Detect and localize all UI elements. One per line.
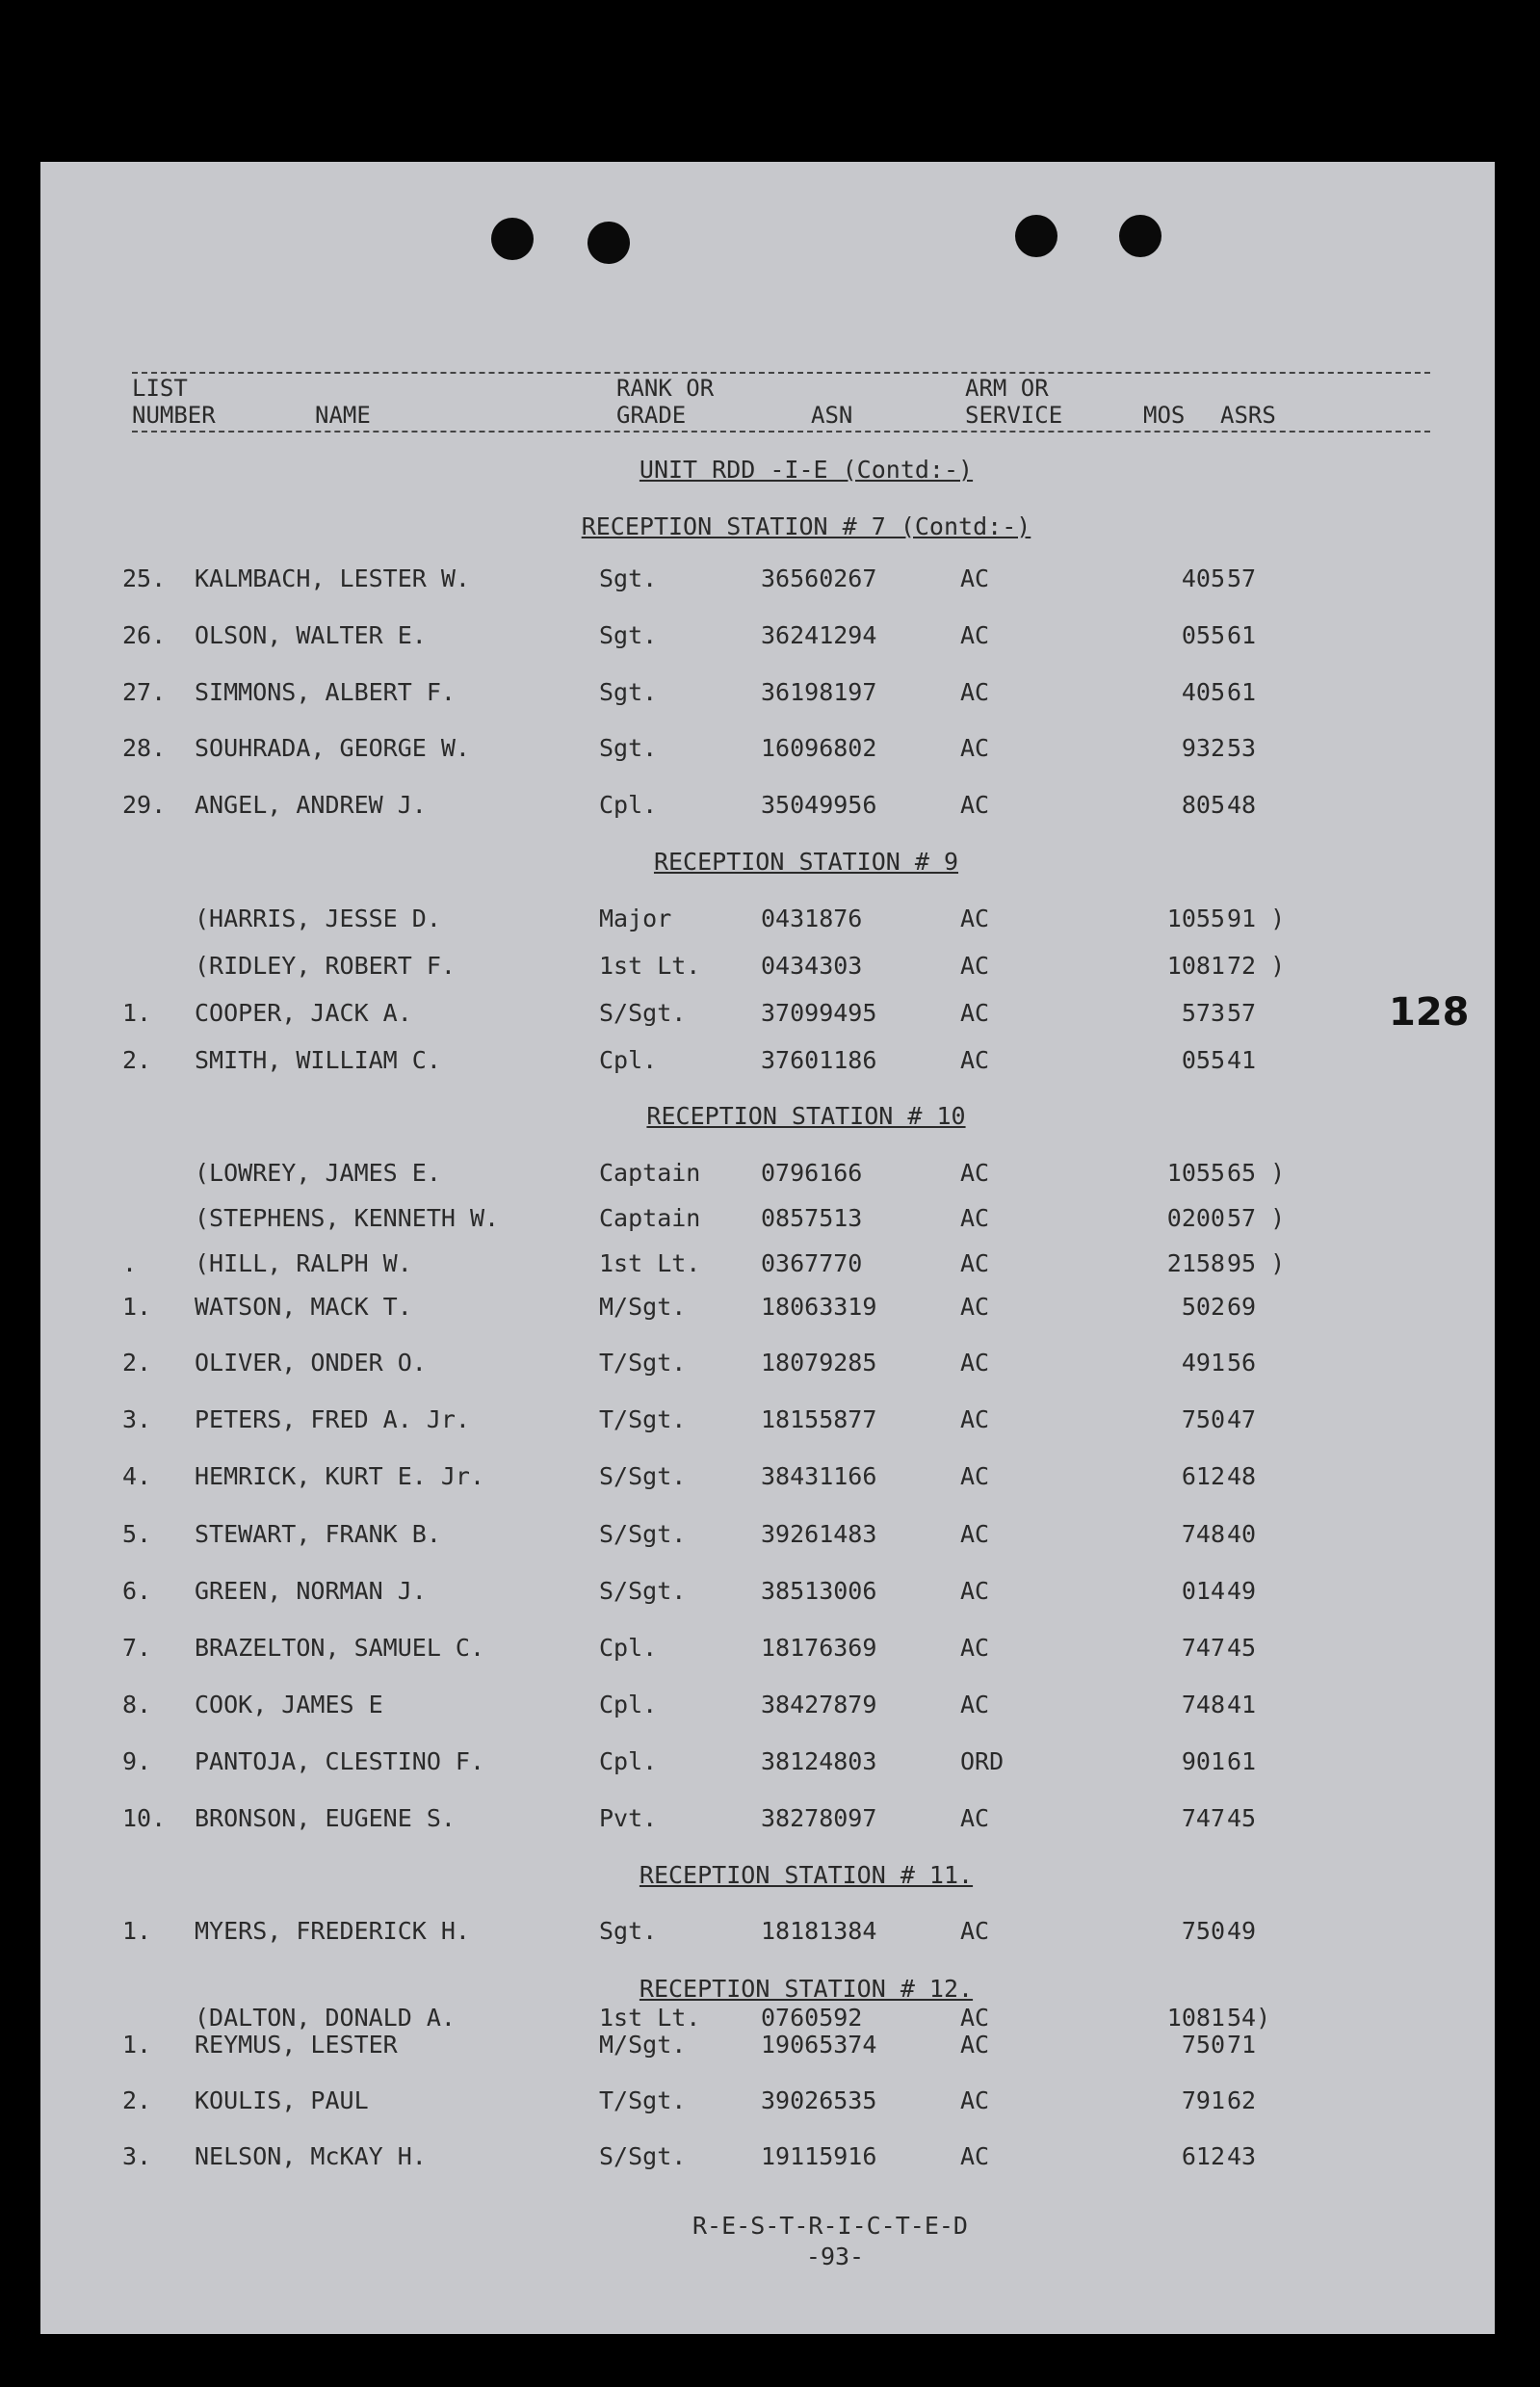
cell-asn: 36198197 (761, 678, 877, 706)
cell-asn: 0434303 (761, 952, 863, 980)
footer-page-number: -93- (805, 2243, 865, 2270)
cell-name: MYERS, FREDERICK H. (195, 1917, 470, 1945)
cell-asrs: 61 (1227, 621, 1257, 649)
cell-asrs: 57 (1227, 564, 1257, 592)
cell-asn: 16096802 (761, 734, 877, 762)
cell-name: KALMBACH, LESTER W. (195, 564, 470, 592)
cell-asrs: 95 ) (1227, 1249, 1286, 1277)
cell-mos: 750 (1181, 1405, 1225, 1433)
cell-asrs: 41 (1227, 1046, 1257, 1074)
cell-rank: 1st Lt. (599, 1249, 701, 1277)
cell-rank: Sgt. (599, 621, 658, 649)
cell-asrs: 56 (1227, 1349, 1257, 1377)
roster-row (40, 1917, 1495, 1955)
cell-num: 10. (122, 1804, 167, 1832)
cell-name: SMITH, WILLIAM C. (195, 1046, 441, 1074)
cell-num: 2. (122, 2086, 152, 2114)
cell-rank: S/Sgt. (599, 1577, 687, 1605)
roster-row (40, 1577, 1495, 1615)
cell-arm: AC (960, 1349, 990, 1377)
cell-num: . (122, 1249, 138, 1277)
section-title: RECEPTION STATION # 12. (639, 1975, 974, 2003)
cell-mos: 932 (1181, 734, 1225, 762)
cell-num: 4. (122, 1462, 152, 1490)
header-number-label: NUMBER (132, 402, 216, 429)
roster-row (40, 1747, 1495, 1786)
roster-row (40, 1462, 1495, 1501)
cell-mos: 491 (1181, 1349, 1225, 1377)
cell-arm: AC (960, 2031, 990, 2059)
cell-arm: AC (960, 1204, 990, 1232)
cell-arm: AC (960, 905, 990, 932)
cell-rank: Sgt. (599, 734, 658, 762)
cell-rank: 1st Lt. (599, 2004, 701, 2032)
cell-mos: 747 (1181, 1634, 1225, 1662)
cell-num: 3. (122, 2142, 152, 2170)
header-list-label: LIST (132, 375, 188, 402)
cell-asn: 18181384 (761, 1917, 877, 1945)
roster-row (40, 1691, 1495, 1729)
cell-mos: 748 (1181, 1691, 1225, 1718)
cell-asn: 0857513 (761, 1204, 863, 1232)
roster-row (40, 1634, 1495, 1672)
cell-asrs: 61 (1227, 678, 1257, 706)
cell-asn: 18176369 (761, 1634, 877, 1662)
cell-mos: 791 (1181, 2086, 1225, 2114)
cell-mos: 750 (1181, 1917, 1225, 1945)
cell-asn: 0367770 (761, 1249, 863, 1277)
cell-rank: Captain (599, 1204, 701, 1232)
cell-name: SIMMONS, ALBERT F. (195, 678, 456, 706)
roster-row (40, 678, 1495, 717)
cell-mos: 405 (1181, 678, 1225, 706)
cell-arm: AC (960, 1293, 990, 1321)
cell-rank: Cpl. (599, 1046, 658, 1074)
cell-num: 6. (122, 1577, 152, 1605)
cell-rank: Pvt. (599, 1804, 658, 1832)
unit-title: UNIT RDD -I-E (Contd:-) (639, 456, 974, 484)
cell-name: KOULIS, PAUL (195, 2086, 369, 2114)
cell-rank: T/Sgt. (599, 2086, 687, 2114)
section-title: RECEPTION STATION # 11. (639, 1861, 974, 1889)
cell-mos: 1081 (1166, 2004, 1225, 2032)
cell-num: 2. (122, 1046, 152, 1074)
header-top-rule (132, 372, 1430, 374)
cell-arm: AC (960, 1046, 990, 1074)
cell-mos: 1055 (1166, 1159, 1225, 1187)
cell-mos: 573 (1181, 999, 1225, 1027)
cell-arm: AC (960, 1159, 990, 1187)
cell-mos: 2158 (1166, 1249, 1225, 1277)
cell-rank: T/Sgt. (599, 1405, 687, 1433)
roster-row (40, 1159, 1495, 1197)
cell-num: 9. (122, 1747, 152, 1775)
cell-asn: 38513006 (761, 1577, 877, 1605)
restricted-marking: R-E-S-T-R-I-C-T-E-D (692, 2212, 968, 2240)
cell-asrs: 53 (1227, 734, 1257, 762)
cell-asn: 18079285 (761, 1349, 877, 1377)
cell-arm: ORD (960, 1747, 1005, 1775)
cell-asn: 0796166 (761, 1159, 863, 1187)
cell-arm: AC (960, 621, 990, 649)
cell-rank: Cpl. (599, 1691, 658, 1718)
header-asrs-label: ASRS (1220, 402, 1276, 429)
cell-asrs: 47 (1227, 1405, 1257, 1433)
cell-arm: AC (960, 2086, 990, 2114)
cell-rank: Sgt. (599, 678, 658, 706)
cell-name: WATSON, MACK T. (195, 1293, 412, 1321)
cell-asrs: 65 ) (1227, 1159, 1286, 1187)
cell-arm: AC (960, 734, 990, 762)
cell-rank: S/Sgt. (599, 2142, 687, 2170)
cell-asn: 38427879 (761, 1691, 877, 1718)
roster-row (40, 2142, 1495, 2181)
cell-num: 28. (122, 734, 167, 762)
cell-arm: AC (960, 999, 990, 1027)
cell-asrs: 41 (1227, 1691, 1257, 1718)
cell-rank: S/Sgt. (599, 1462, 687, 1490)
cell-mos: 748 (1181, 1520, 1225, 1548)
header-grade-label: GRADE (616, 402, 687, 429)
cell-asrs: 72 ) (1227, 952, 1286, 980)
cell-asrs: 40 (1227, 1520, 1257, 1548)
cell-mos: 405 (1181, 564, 1225, 592)
cell-asn: 18063319 (761, 1293, 877, 1321)
cell-asrs: 71 (1227, 2031, 1257, 2059)
roster-row (40, 952, 1495, 990)
roster-row (40, 999, 1495, 1037)
roster-row (40, 734, 1495, 773)
cell-mos: 750 (1181, 2031, 1225, 2059)
section-title: RECEPTION STATION # 7 (Contd:-) (581, 512, 1031, 540)
cell-arm: AC (960, 2004, 990, 2032)
cell-rank: M/Sgt. (599, 1293, 687, 1321)
cell-asn: 38278097 (761, 1804, 877, 1832)
cell-arm: AC (960, 1634, 990, 1662)
roster-row (40, 2031, 1495, 2069)
cell-mos: 014 (1181, 1577, 1225, 1605)
cell-mos: 901 (1181, 1747, 1225, 1775)
section-title: RECEPTION STATION # 9 (653, 848, 959, 876)
cell-asn: 36560267 (761, 564, 877, 592)
cell-num: 1. (122, 2031, 152, 2059)
roster-row (40, 1520, 1495, 1559)
punch-hole (491, 218, 534, 260)
cell-asrs: 62 (1227, 2086, 1257, 2114)
cell-asn: 18155877 (761, 1405, 877, 1433)
cell-arm: AC (960, 791, 990, 819)
cell-asrs: 69 (1227, 1293, 1257, 1321)
cell-rank: Cpl. (599, 791, 658, 819)
cell-num: 1. (122, 999, 152, 1027)
cell-mos: 1055 (1166, 905, 1225, 932)
cell-rank: S/Sgt. (599, 1520, 687, 1548)
cell-asn: 39026535 (761, 2086, 877, 2114)
cell-asrs: 48 (1227, 791, 1257, 819)
cell-num: 8. (122, 1691, 152, 1718)
cell-rank: Cpl. (599, 1634, 658, 1662)
cell-arm: AC (960, 1249, 990, 1277)
cell-asn: 39261483 (761, 1520, 877, 1548)
cell-name: (STEPHENS, KENNETH W. (195, 1204, 500, 1232)
cell-name: NELSON, McKAY H. (195, 2142, 427, 2170)
roster-row (40, 1405, 1495, 1444)
cell-name: OLSON, WALTER E. (195, 621, 427, 649)
section-title: RECEPTION STATION # 10 (646, 1102, 966, 1130)
cell-num: 7. (122, 1634, 152, 1662)
roster-row (40, 791, 1495, 829)
cell-rank: Captain (599, 1159, 701, 1187)
cell-name: (DALTON, DONALD A. (195, 2004, 456, 2032)
cell-num: 3. (122, 1405, 152, 1433)
header-service-label: SERVICE (965, 402, 1063, 429)
roster-row (40, 1293, 1495, 1331)
cell-name: HEMRICK, KURT E. Jr. (195, 1462, 485, 1490)
cell-name: (RIDLEY, ROBERT F. (195, 952, 456, 980)
cell-asrs: 45 (1227, 1634, 1257, 1662)
cell-asn: 38124803 (761, 1747, 877, 1775)
cell-name: (HILL, RALPH W. (195, 1249, 412, 1277)
cell-arm: AC (960, 1462, 990, 1490)
header-rank-label: RANK OR (616, 375, 715, 402)
cell-asrs: 57 (1227, 999, 1257, 1027)
cell-name: PETERS, FRED A. Jr. (195, 1405, 470, 1433)
cell-name: COOK, JAMES E (195, 1691, 383, 1718)
cell-name: STEWART, FRANK B. (195, 1520, 441, 1548)
cell-name: REYMUS, LESTER (195, 2031, 398, 2059)
punch-hole (1015, 215, 1057, 257)
cell-num: 25. (122, 564, 167, 592)
cell-asrs: 49 (1227, 1577, 1257, 1605)
cell-name: (HARRIS, JESSE D. (195, 905, 441, 932)
cell-arm: AC (960, 1804, 990, 1832)
cell-asn: 19115916 (761, 2142, 877, 2170)
cell-arm: AC (960, 1917, 990, 1945)
cell-asrs: 57 ) (1227, 1204, 1286, 1232)
cell-num: 29. (122, 791, 167, 819)
cell-rank: Cpl. (599, 1747, 658, 1775)
cell-asn: 37099495 (761, 999, 877, 1027)
header-arm-label: ARM OR (965, 375, 1049, 402)
roster-row (40, 1804, 1495, 1843)
roster-row (40, 1046, 1495, 1085)
roster-row (40, 1249, 1495, 1288)
cell-num: 1. (122, 1917, 152, 1945)
cell-asrs: 91 ) (1227, 905, 1286, 932)
cell-name: OLIVER, ONDER O. (195, 1349, 427, 1377)
cell-rank: M/Sgt. (599, 2031, 687, 2059)
cell-asn: 36241294 (761, 621, 877, 649)
cell-rank: Sgt. (599, 1917, 658, 1945)
cell-num: 5. (122, 1520, 152, 1548)
cell-asn: 19065374 (761, 2031, 877, 2059)
punch-hole (1119, 215, 1162, 257)
cell-rank: S/Sgt. (599, 999, 687, 1027)
cell-mos: 612 (1181, 2142, 1225, 2170)
cell-arm: AC (960, 2142, 990, 2170)
roster-row (40, 2086, 1495, 2125)
roster-row (40, 564, 1495, 603)
punch-hole (587, 222, 630, 264)
cell-asn: 38431166 (761, 1462, 877, 1490)
document-page (40, 162, 1495, 2334)
header-asn-label: ASN (811, 402, 853, 429)
header-bottom-rule (132, 431, 1430, 433)
cell-mos: 612 (1181, 1462, 1225, 1490)
cell-rank: T/Sgt. (599, 1349, 687, 1377)
cell-rank: Major (599, 905, 672, 932)
cell-arm: AC (960, 564, 990, 592)
cell-num: 26. (122, 621, 167, 649)
cell-mos: 055 (1181, 621, 1225, 649)
cell-mos: 805 (1181, 791, 1225, 819)
cell-name: ANGEL, ANDREW J. (195, 791, 427, 819)
cell-rank: Sgt. (599, 564, 658, 592)
cell-arm: AC (960, 1405, 990, 1433)
cell-mos: 0200 (1166, 1204, 1225, 1232)
roster-row (40, 1349, 1495, 1387)
cell-asrs: 54) (1227, 2004, 1271, 2032)
cell-num: 27. (122, 678, 167, 706)
cell-mos: 502 (1181, 1293, 1225, 1321)
cell-name: GREEN, NORMAN J. (195, 1577, 427, 1605)
cell-arm: AC (960, 1691, 990, 1718)
roster-row (40, 1204, 1495, 1243)
cell-name: BRAZELTON, SAMUEL C. (195, 1634, 485, 1662)
cell-arm: AC (960, 1577, 990, 1605)
cell-num: 2. (122, 1349, 152, 1377)
cell-name: SOUHRADA, GEORGE W. (195, 734, 470, 762)
cell-name: COOPER, JACK A. (195, 999, 412, 1027)
roster-row (40, 621, 1495, 660)
cell-asn: 37601186 (761, 1046, 877, 1074)
cell-asrs: 43 (1227, 2142, 1257, 2170)
cell-mos: 1081 (1166, 952, 1225, 980)
cell-name: BRONSON, EUGENE S. (195, 1804, 456, 1832)
cell-asn: 35049956 (761, 791, 877, 819)
cell-num: 1. (122, 1293, 152, 1321)
cell-arm: AC (960, 952, 990, 980)
cell-arm: AC (960, 1520, 990, 1548)
cell-asrs: 48 (1227, 1462, 1257, 1490)
cell-asn: 0431876 (761, 905, 863, 932)
header-name-label: NAME (315, 402, 371, 429)
stamped-page-number: 128 (1389, 990, 1470, 1035)
cell-rank: 1st Lt. (599, 952, 701, 980)
cell-mos: 055 (1181, 1046, 1225, 1074)
cell-name: (LOWREY, JAMES E. (195, 1159, 441, 1187)
header-mos-label: MOS (1143, 402, 1186, 429)
cell-asn: 0760592 (761, 2004, 863, 2032)
cell-mos: 747 (1181, 1804, 1225, 1832)
cell-name: PANTOJA, CLESTINO F. (195, 1747, 485, 1775)
roster-row (40, 905, 1495, 943)
cell-asrs: 49 (1227, 1917, 1257, 1945)
cell-asrs: 61 (1227, 1747, 1257, 1775)
cell-asrs: 45 (1227, 1804, 1257, 1832)
cell-arm: AC (960, 678, 990, 706)
